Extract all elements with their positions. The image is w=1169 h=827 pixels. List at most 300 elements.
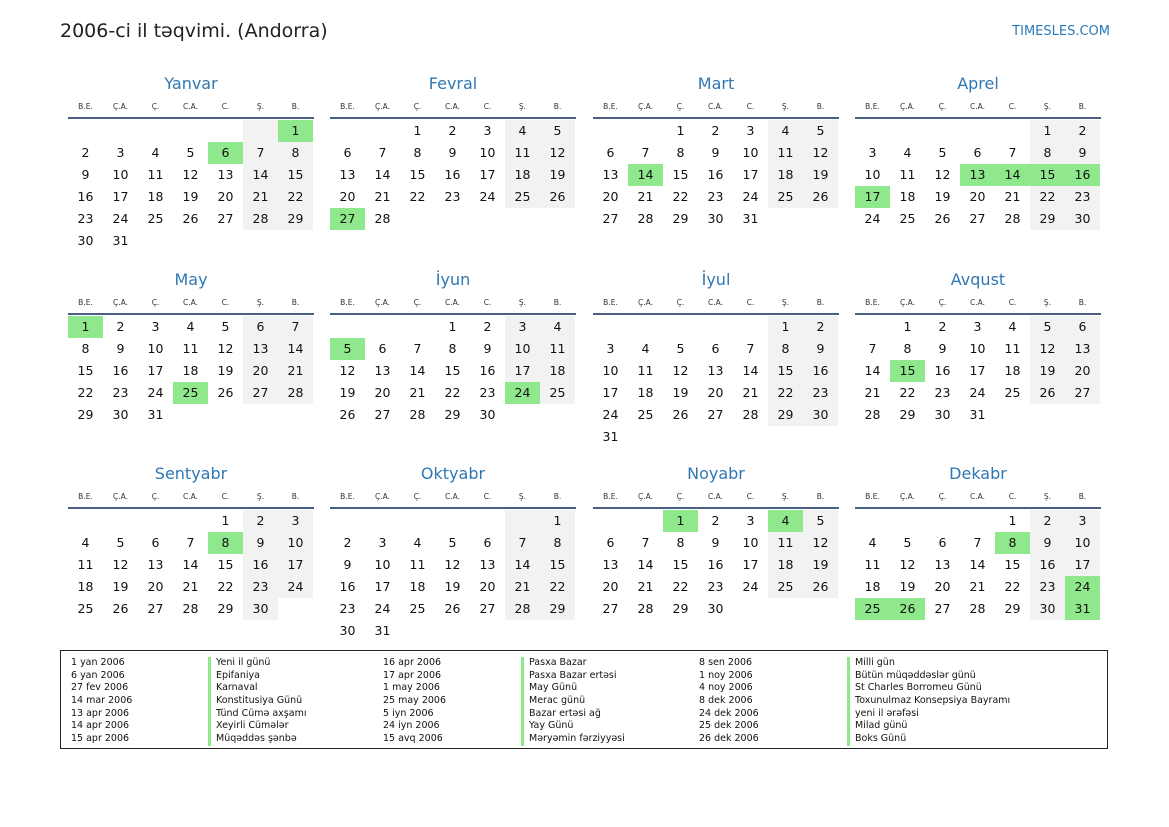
weekday-label: B.E.	[603, 102, 618, 111]
day-cell: 2	[448, 123, 457, 138]
weekday-label: Ş.	[1043, 102, 1052, 111]
day-cell: 29	[217, 601, 234, 616]
empty-cell	[593, 510, 628, 532]
month-12	[855, 464, 1101, 620]
day-cell: 11	[768, 142, 803, 164]
day-cell: 12	[217, 341, 234, 356]
day-cell: 16	[77, 189, 94, 204]
day-cell: 16	[707, 557, 724, 572]
day-cell: 5	[1030, 316, 1065, 338]
day-cell: 28	[1004, 211, 1021, 226]
day-cell: 19	[182, 189, 199, 204]
day-cell: 6	[606, 535, 615, 550]
day-cell: 12	[934, 167, 951, 182]
day-cell: 9	[116, 341, 125, 356]
day-cell: 27	[969, 211, 986, 226]
day-cell: 23	[339, 601, 356, 616]
day-cell: 6	[378, 341, 387, 356]
day-cell: 28	[864, 407, 881, 422]
day-cell: 10	[742, 145, 759, 160]
weekday-header	[855, 100, 1101, 119]
weekday-header	[68, 100, 314, 119]
day-cell: 22	[278, 186, 313, 208]
day-cell: 5	[803, 120, 838, 142]
weekday-header	[855, 490, 1101, 509]
month-title: İyul	[701, 270, 731, 289]
day-cell: 23	[707, 579, 724, 594]
day-cell: 18	[182, 363, 199, 378]
weekday-label: Ç.A.	[374, 102, 390, 111]
day-cell: 13	[243, 338, 278, 360]
weekday-label: B.	[553, 492, 562, 501]
day-cell: 27	[147, 601, 164, 616]
week-row	[330, 404, 576, 426]
day-cell: 10	[1065, 532, 1100, 554]
weekday-header	[68, 296, 314, 315]
day-cell: 25	[77, 601, 94, 616]
week-row	[330, 576, 576, 598]
day-cell: 28	[969, 601, 986, 616]
day-cell: 8	[768, 338, 803, 360]
day-cell: 12	[339, 363, 356, 378]
day-cell: 16	[243, 554, 278, 576]
empty-cell	[173, 510, 208, 532]
weekday-label: Ç.A.	[637, 298, 653, 307]
day-cell: 24	[374, 601, 391, 616]
day-cell: 30	[707, 601, 724, 616]
day-cell: 2	[116, 319, 125, 334]
month-title: Noyabr	[687, 464, 745, 483]
empty-cell	[400, 316, 435, 338]
day-cell: 18	[864, 579, 881, 594]
day-cell: 3	[746, 513, 755, 528]
day-cell: 11	[505, 142, 540, 164]
day-cell: 30	[243, 598, 278, 620]
day-cell: 3	[278, 510, 313, 532]
empty-cell	[768, 598, 803, 620]
day-cell: 25	[505, 186, 540, 208]
day-cell: 20	[934, 579, 951, 594]
holiday-name: Karnaval	[216, 682, 258, 694]
day-cell: 13	[1065, 338, 1100, 360]
day-cell: 15	[672, 557, 689, 572]
day-cell: 15	[890, 360, 925, 382]
day-cell: 3	[505, 316, 540, 338]
day-cell: 3	[378, 535, 387, 550]
day-cell: 3	[868, 145, 877, 160]
day-cell: 5	[540, 120, 575, 142]
empty-cell	[995, 120, 1030, 142]
day-cell: 21	[374, 189, 391, 204]
day-cell: 11	[409, 557, 426, 572]
month-7	[593, 270, 839, 448]
day-cell: 17	[278, 554, 313, 576]
day-cell: 2	[1065, 120, 1100, 142]
day-cell: 26	[112, 601, 129, 616]
holiday-name: Merac günü	[529, 695, 586, 707]
day-cell: 22	[672, 579, 689, 594]
weekday-label: B.	[291, 102, 300, 111]
day-cell: 31	[374, 623, 391, 638]
weekday-label: C.A.	[969, 298, 985, 307]
day-cell: 7	[278, 316, 313, 338]
day-cell: 25	[768, 576, 803, 598]
day-cell: 5	[186, 145, 195, 160]
week-row	[68, 360, 314, 382]
week-row	[330, 316, 576, 338]
day-cell: 23	[934, 385, 951, 400]
weekday-label: Ç.A.	[112, 298, 128, 307]
day-cell: 18	[147, 189, 164, 204]
day-cell: 4	[81, 535, 90, 550]
empty-cell	[960, 510, 995, 532]
day-cell: 7	[973, 535, 982, 550]
day-cell: 30	[1030, 598, 1065, 620]
empty-cell	[138, 230, 173, 252]
day-cell: 8	[995, 532, 1030, 554]
week-row	[593, 120, 839, 142]
day-cell: 19	[672, 385, 689, 400]
day-cell: 27	[243, 382, 278, 404]
month-title: Mart	[697, 74, 735, 93]
day-cell: 10	[278, 532, 313, 554]
weekday-label: C.	[221, 298, 230, 307]
day-cell: 7	[505, 532, 540, 554]
day-cell: 4	[151, 145, 160, 160]
day-cell: 22	[217, 579, 234, 594]
weekday-label: B.	[816, 102, 825, 111]
day-cell: 26	[339, 407, 356, 422]
day-cell: 10	[505, 338, 540, 360]
week-row	[330, 120, 576, 142]
day-cell: 7	[413, 341, 422, 356]
day-cell: 18	[77, 579, 94, 594]
weekday-label: B.	[291, 492, 300, 501]
week-row	[593, 532, 839, 554]
day-cell: 1	[278, 120, 313, 142]
weekday-header	[593, 100, 839, 119]
day-cell: 27	[479, 601, 496, 616]
day-cell: 6	[1065, 316, 1100, 338]
holiday-name: Tünd Cümə axşamı	[216, 707, 307, 719]
week-row	[855, 532, 1101, 554]
month-title: Avqust	[950, 270, 1006, 289]
empty-cell	[173, 404, 208, 426]
day-cell: 2	[343, 535, 352, 550]
day-cell: 9	[1030, 532, 1065, 554]
weekday-label: B.	[291, 298, 300, 307]
day-cell: 24	[112, 211, 129, 226]
day-cell: 13	[934, 557, 951, 572]
weekday-label: Ç.	[413, 102, 422, 111]
day-cell: 4	[505, 120, 540, 142]
weekday-label: Ş.	[518, 492, 527, 501]
day-cell: 2	[1030, 510, 1065, 532]
empty-cell	[138, 120, 173, 142]
day-cell: 22	[444, 385, 461, 400]
week-row	[68, 338, 314, 360]
week-row	[593, 554, 839, 576]
week-row	[855, 186, 1101, 208]
holiday-name: yeni il ərəfəsi	[855, 707, 919, 719]
day-cell: 30	[77, 233, 94, 248]
empty-cell	[505, 404, 540, 426]
day-cell: 1	[413, 123, 422, 138]
weekday-label: Ç.	[938, 298, 947, 307]
day-cell: 2	[938, 319, 947, 334]
day-cell: 18	[409, 579, 426, 594]
empty-cell	[68, 510, 103, 532]
empty-cell	[278, 598, 313, 620]
day-cell: 4	[540, 316, 575, 338]
weekday-label: C.A.	[707, 102, 723, 111]
day-cell: 21	[1004, 189, 1021, 204]
week-row	[593, 576, 839, 598]
day-cell: 13	[960, 164, 995, 186]
week-row	[68, 142, 314, 164]
legend-name-column	[521, 657, 625, 746]
day-cell: 31	[1065, 598, 1100, 620]
day-cell: 20	[1065, 360, 1100, 382]
day-cell: 31	[147, 407, 164, 422]
empty-cell	[733, 316, 768, 338]
legend-date-column	[71, 657, 132, 746]
day-cell: 19	[540, 164, 575, 186]
day-cell: 11	[899, 167, 916, 182]
day-cell: 4	[186, 319, 195, 334]
week-row	[330, 186, 576, 208]
weekday-label: C.A.	[182, 102, 198, 111]
holiday-date: 24 iyn 2006	[383, 720, 440, 732]
day-cell: 12	[112, 557, 129, 572]
holiday-legend	[60, 650, 1108, 749]
day-cell: 17	[505, 360, 540, 382]
day-cell: 14	[278, 338, 313, 360]
day-cell: 12	[672, 363, 689, 378]
day-cell: 28	[505, 598, 540, 620]
empty-cell	[208, 404, 243, 426]
day-cell: 26	[540, 186, 575, 208]
day-cell: 16	[803, 360, 838, 382]
holiday-name: Toxunulmaz Konsepsiya Bayramı	[855, 695, 1011, 707]
empty-cell	[330, 120, 365, 142]
empty-cell	[505, 208, 540, 230]
day-cell: 7	[641, 535, 650, 550]
week-row	[330, 360, 576, 382]
day-cell: 7	[186, 535, 195, 550]
weekday-label: B.E.	[340, 298, 355, 307]
day-cell: 21	[864, 385, 881, 400]
week-row	[68, 208, 314, 230]
day-cell: 27	[602, 211, 619, 226]
empty-cell	[663, 426, 698, 448]
day-cell: 17	[742, 167, 759, 182]
day-cell: 11	[77, 557, 94, 572]
day-cell: 25	[540, 382, 575, 404]
holiday-date: 4 noy 2006	[699, 682, 753, 694]
weekday-label: B.E.	[865, 298, 880, 307]
week-row	[68, 576, 314, 598]
week-row	[593, 316, 839, 338]
week-row	[68, 164, 314, 186]
empty-cell	[663, 316, 698, 338]
empty-cell	[540, 620, 575, 642]
day-cell: 16	[707, 167, 724, 182]
day-cell: 1	[903, 319, 912, 334]
day-cell: 8	[1030, 142, 1065, 164]
day-cell: 15	[278, 164, 313, 186]
day-cell: 6	[483, 535, 492, 550]
weekday-label: Ç.	[151, 102, 160, 111]
site-link[interactable]: TIMESLES.COM	[1012, 24, 1110, 39]
day-cell: 26	[803, 186, 838, 208]
day-cell: 18	[768, 164, 803, 186]
day-cell: 1	[68, 316, 103, 338]
empty-cell	[243, 404, 278, 426]
day-cell: 12	[182, 167, 199, 182]
week-row	[330, 620, 576, 642]
empty-cell	[505, 510, 540, 532]
empty-cell	[173, 230, 208, 252]
empty-cell	[365, 510, 400, 532]
month-6	[330, 270, 576, 426]
day-cell: 21	[182, 579, 199, 594]
day-cell: 10	[742, 535, 759, 550]
week-row	[68, 554, 314, 576]
weekday-header	[330, 296, 576, 315]
month-10	[330, 464, 576, 642]
day-cell: 7	[378, 145, 387, 160]
day-cell: 11	[637, 363, 654, 378]
day-cell: 24	[147, 385, 164, 400]
week-row	[593, 142, 839, 164]
day-cell: 2	[803, 316, 838, 338]
weekday-label: C.	[1008, 298, 1017, 307]
day-cell: 20	[602, 189, 619, 204]
empty-cell	[505, 620, 540, 642]
day-cell: 16	[934, 363, 951, 378]
empty-cell	[208, 120, 243, 142]
holiday-date: 14 mar 2006	[71, 695, 133, 707]
holiday-date: 13 apr 2006	[71, 707, 130, 719]
empty-cell	[470, 208, 505, 230]
weekday-label: Ş.	[1043, 492, 1052, 501]
week-row	[855, 404, 1101, 426]
day-cell: 29	[899, 407, 916, 422]
day-cell: 7	[641, 145, 650, 160]
day-cell: 19	[112, 579, 129, 594]
day-cell: 16	[112, 363, 129, 378]
weekday-label: B.E.	[78, 298, 93, 307]
empty-cell	[855, 120, 890, 142]
day-cell: 3	[151, 319, 160, 334]
weekday-label: B.	[1078, 298, 1087, 307]
day-cell: 20	[374, 385, 391, 400]
week-row	[855, 208, 1101, 230]
day-cell: 19	[803, 554, 838, 576]
weekday-label: B.	[553, 102, 562, 111]
weekday-label: B.E.	[865, 102, 880, 111]
week-row	[855, 598, 1101, 620]
day-cell: 19	[217, 363, 234, 378]
day-cell: 27	[707, 407, 724, 422]
weekday-label: Ç.	[676, 298, 685, 307]
day-cell: 15	[77, 363, 94, 378]
weekday-label: Ş.	[256, 102, 265, 111]
day-cell: 22	[768, 382, 803, 404]
week-row	[330, 208, 576, 230]
month-title: Dekabr	[949, 464, 1007, 483]
weekday-label: Ç.	[938, 102, 947, 111]
day-cell: 26	[803, 576, 838, 598]
day-cell: 20	[243, 360, 278, 382]
day-cell: 29	[540, 598, 575, 620]
day-cell: 29	[1030, 208, 1065, 230]
holiday-date: 25 may 2006	[383, 695, 447, 707]
day-cell: 9	[711, 535, 720, 550]
day-cell: 14	[182, 557, 199, 572]
day-cell: 28	[409, 407, 426, 422]
week-row	[68, 230, 314, 252]
day-cell: 1	[676, 123, 685, 138]
empty-cell	[103, 120, 138, 142]
day-cell: 28	[637, 601, 654, 616]
day-cell: 27	[217, 211, 234, 226]
week-row	[68, 510, 314, 532]
day-cell: 1	[663, 510, 698, 532]
weekday-label: Ç.	[151, 492, 160, 501]
day-cell: 26	[444, 601, 461, 616]
holiday-name: Milad günü	[855, 720, 908, 732]
day-cell: 13	[602, 557, 619, 572]
month-4	[855, 74, 1101, 230]
legend-date-column	[383, 657, 446, 746]
month-title: İyun	[435, 270, 471, 289]
day-cell: 26	[890, 598, 925, 620]
weekday-label: Ç.A.	[374, 298, 390, 307]
holiday-date: 14 apr 2006	[71, 720, 130, 732]
day-cell: 21	[969, 579, 986, 594]
day-cell: 13	[479, 557, 496, 572]
holiday-name: Məryəmin fərziyyəsi	[529, 733, 625, 745]
day-cell: 25	[173, 382, 208, 404]
day-cell: 9	[938, 341, 947, 356]
day-cell: 14	[969, 557, 986, 572]
day-cell: 12	[540, 142, 575, 164]
day-cell: 25	[1004, 385, 1021, 400]
empty-cell	[400, 208, 435, 230]
week-row	[68, 316, 314, 338]
weekday-label: C.	[746, 102, 755, 111]
empty-cell	[698, 426, 733, 448]
day-cell: 27	[602, 601, 619, 616]
day-cell: 3	[973, 319, 982, 334]
day-cell: 22	[77, 385, 94, 400]
day-cell: 4	[768, 120, 803, 142]
day-cell: 8	[448, 341, 457, 356]
day-cell: 30	[707, 211, 724, 226]
day-cell: 5	[330, 338, 365, 360]
weekday-label: B.	[1078, 102, 1087, 111]
day-cell: 17	[1065, 554, 1100, 576]
week-row	[593, 598, 839, 620]
weekday-label: C.	[746, 298, 755, 307]
week-row	[593, 382, 839, 404]
day-cell: 18	[637, 385, 654, 400]
day-cell: 10	[969, 341, 986, 356]
day-cell: 18	[899, 189, 916, 204]
day-cell: 6	[243, 316, 278, 338]
